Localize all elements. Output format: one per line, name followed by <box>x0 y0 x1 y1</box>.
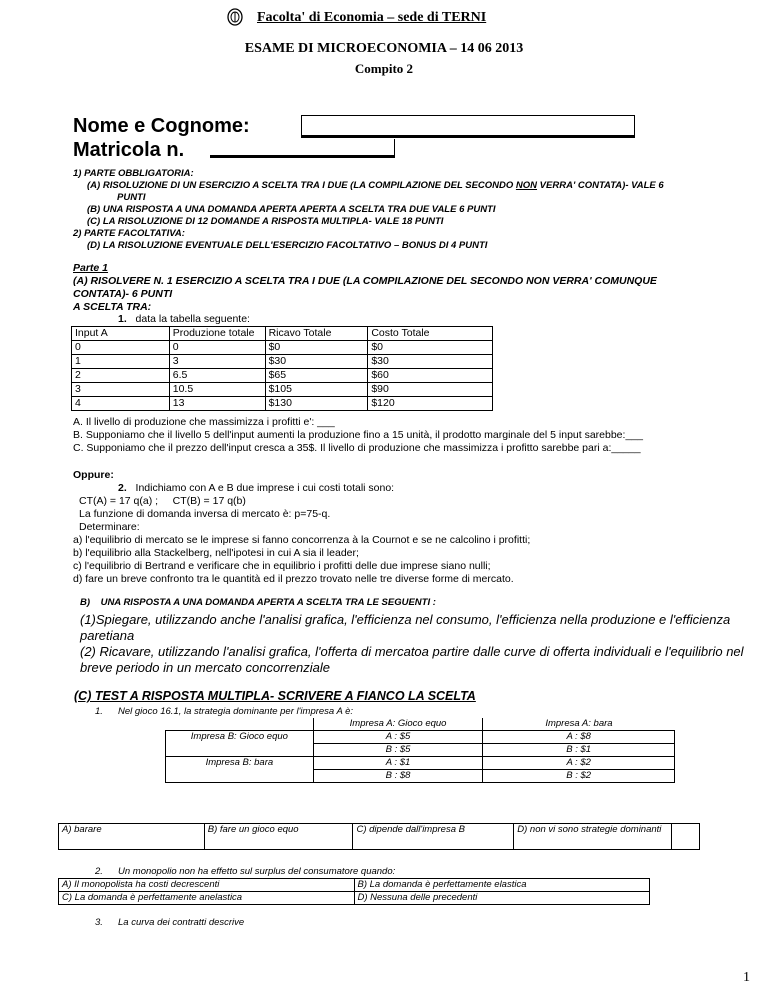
page-number: 1 <box>743 970 750 985</box>
exam-title: ESAME DI MICROECONOMIA – 14 06 2013 <box>244 41 524 56</box>
ex1-number: 1. <box>118 313 127 325</box>
mc-q2-options <box>58 878 650 905</box>
game-col-header: Impresa A: bara <box>483 718 675 731</box>
answer-option[interactable]: A) Il monopolista ha costi decrescenti <box>59 879 355 892</box>
open-question-2b: breve periodo in un mercato concorrenziale <box>80 660 331 675</box>
table-cell: 3 <box>169 355 265 369</box>
open-question-1a: (1)Spiegare, utilizzando anche l'analisi grafica, l'efficienza nel consumo, l'efficienza nella produzione e l'efficienza <box>80 612 731 627</box>
table-header-row <box>72 327 493 341</box>
instr-d: (D) LA RISOLUZIONE EVENTUALE DELL'ESERCIZIO FACOLTATIVO – BONUS DI 4 PUNTI <box>87 240 488 251</box>
ex2-item-b: b) l'equilibrio alla Stackelberg, nell'ipotesi in cui A sia il leader; <box>73 547 359 559</box>
mc-q1-text: Nel gioco 16.1, la strategia dominante per l'impresa A è: <box>118 706 354 717</box>
table-cell: 0 <box>169 341 265 355</box>
table-row <box>72 369 493 383</box>
table-cell: $0 <box>368 341 493 355</box>
question-b: B. Supponiamo che il livello 5 dell'input aumenti la produzione fino a 15 unità, il prodotto marginale del 5 input sarebbe:___ <box>73 429 643 441</box>
ex2-demand: La funzione di domanda inversa di mercato è: p=75-q. <box>79 508 331 520</box>
instr-b: (B) UNA RISPOSTA A UNA DOMANDA APERTA APERTA A SCELTA TRA DUE VALE 6 PUNTI <box>87 204 496 215</box>
ex2-determinare: Determinare: <box>79 521 140 533</box>
instr-a <box>87 180 664 192</box>
ex2-intro-text: Indichiamo con A e B due imprese i cui costi totali sono: <box>135 482 395 494</box>
table-row <box>72 397 493 411</box>
answer-option[interactable]: C) La domanda è perfettamente anelastica <box>59 892 355 905</box>
game-cell: B : $8 <box>313 770 483 783</box>
faculty-logo <box>227 8 243 26</box>
mc-q1-number: 1. <box>95 706 103 717</box>
question-c: C. Supponiamo che il prezzo dell'input cresca a 35$. Il livello di produzione che massimizza i profitto sarebbe pari a:_____ <box>73 442 641 454</box>
game-cell: A : $5 <box>313 731 483 744</box>
ex2-item-c: c) l'equilibrio di Bertrand e verificare che in equilibrio i profitti delle due imprese siano nulli; <box>73 560 491 572</box>
table-cell: $65 <box>265 369 368 383</box>
table-cell: 4 <box>72 397 170 411</box>
table-cell: 2 <box>72 369 170 383</box>
instr-part1: 1) PARTE OBBLIGATORIA: <box>73 168 194 179</box>
name-field[interactable] <box>301 115 635 138</box>
section-c-title: (C) TEST A RISPOSTA MULTIPLA- SCRIVERE A FIANCO LA SCELTA <box>74 689 476 703</box>
ex2-item-a: a) l'equilibrio di mercato se le imprese si fanno concorrenza à la Cournot e se ne calcolino i profitti; <box>73 534 531 546</box>
table-cell: $30 <box>265 355 368 369</box>
answer-option[interactable]: B) La domanda è perfettamente elastica <box>354 879 650 892</box>
answer-option[interactable]: D) Nessuna delle precedenti <box>354 892 650 905</box>
ex2-item-d: d) fare un breve confronto tra le quantità ed il prezzo trovato nelle tre diverse forme di mercato. <box>73 573 514 585</box>
table-row <box>72 355 493 369</box>
section-b-title: B) UNA RISPOSTA A UNA DOMANDA APERTA A SCELTA TRA LE SEGUENTI : <box>80 597 436 608</box>
parte1-a-line1: (A) RISOLVERE N. 1 ESERCIZIO A SCELTA TRA I DUE (LA COMPILAZIONE DEL SECONDO NON VERRA' COMUNQUE <box>73 275 657 287</box>
table-cell: $30 <box>368 355 493 369</box>
table-row <box>72 341 493 355</box>
production-table <box>71 326 493 411</box>
open-question-2a: (2) Ricavare, utilizzando l'analisi grafica, l'offerta di mercatoa partire dalle curve di offerta individuali e l'equilibrio nel <box>80 644 744 659</box>
table-header-cell: Input A <box>72 327 170 341</box>
table-cell: $105 <box>265 383 368 397</box>
compito-label: Compito 2 <box>354 61 414 76</box>
matricola-label: Matricola n. <box>73 139 185 161</box>
answer-option[interactable]: B) fare un gioco equo <box>204 824 353 850</box>
table-cell: 1 <box>72 355 170 369</box>
game-cell: A : $1 <box>313 757 483 770</box>
table-cell: 10.5 <box>169 383 265 397</box>
faculty-title: Facolta' di Economia – sede di TERNI <box>257 10 487 25</box>
instr-a-non: NON <box>515 180 538 191</box>
matricola-field[interactable] <box>210 139 395 158</box>
game-cell: A : $8 <box>483 731 675 744</box>
table-header-cell: Ricavo Totale <box>265 327 368 341</box>
ex2-intro <box>118 482 394 495</box>
answer-option[interactable]: C) dipende dall'impresa B <box>353 824 514 850</box>
instr-c: (C) LA RISOLUZIONE DI 12 DOMANDE A RISPOSTA MULTIPLA- VALE 18 PUNTI <box>87 216 444 227</box>
table-cell: $130 <box>265 397 368 411</box>
table-cell: 3 <box>72 383 170 397</box>
parte1-title: Parte 1 <box>73 262 109 274</box>
mc-q2-number: 2. <box>95 866 103 877</box>
name-label: Nome e Cognome: <box>73 115 250 137</box>
table-cell: $0 <box>265 341 368 355</box>
table-cell: $60 <box>368 369 493 383</box>
game-cell: B : $2 <box>483 770 675 783</box>
instr-part2: 2) PARTE FACOLTATIVA: <box>73 228 185 239</box>
mc-q2-text: Un monopolio non ha effetto sul surplus del consumatore quando: <box>118 866 396 877</box>
mc-q3-text: La curva dei contratti descrive <box>118 917 245 928</box>
table-cell: 0 <box>72 341 170 355</box>
table-cell: $90 <box>368 383 493 397</box>
parte1-scelta: A SCELTA TRA: <box>73 301 152 313</box>
table-row <box>72 383 493 397</box>
game-payoff-table <box>165 718 675 783</box>
instr-a-pre: (A) RISOLUZIONE DI UN ESERCIZIO A SCELTA TRA I DUE (LA COMPILAZIONE DEL SECONDO <box>87 180 516 191</box>
mc-q3-number: 3. <box>95 917 103 928</box>
game-cell: A : $2 <box>483 757 675 770</box>
table-header-cell: Produzione totale <box>169 327 265 341</box>
table-header-cell: Costo Totale <box>368 327 493 341</box>
answer-option[interactable]: A) barare <box>59 824 205 850</box>
game-row-header: Impresa B: Gioco equo <box>166 731 314 744</box>
open-question-1b: paretiana <box>80 628 135 643</box>
game-row-header: Impresa B: bara <box>166 757 314 770</box>
table-cell: $120 <box>368 397 493 411</box>
answer-option[interactable]: D) non vi sono strategie dominanti <box>514 824 672 850</box>
table-cell: 13 <box>169 397 265 411</box>
mc-q1-options <box>58 823 700 850</box>
instr-a-cont: PUNTI <box>117 192 146 203</box>
game-cell: B : $1 <box>483 744 675 757</box>
ex2-number: 2. <box>118 482 127 494</box>
ex2-costs: CT(A) = 17 q(a) ; CT(B) = 17 q(b) <box>79 495 246 507</box>
instr-a-post: VERRA' CONTATA)- VALE 6 <box>537 180 664 191</box>
ex1-intro-text: data la tabella seguente: <box>135 313 250 325</box>
table-cell: 6.5 <box>169 369 265 383</box>
ex1-intro <box>118 313 250 326</box>
game-col-header: Impresa A: Gioco equo <box>313 718 483 731</box>
answer-box[interactable] <box>672 824 700 850</box>
oppure-label: Oppure: <box>73 469 114 481</box>
game-cell: B : $5 <box>313 744 483 757</box>
question-a: A. Il livello di produzione che massimizza i profitti e': ___ <box>73 416 335 428</box>
parte1-a-line2: CONTATA)- 6 PUNTI <box>73 288 173 300</box>
